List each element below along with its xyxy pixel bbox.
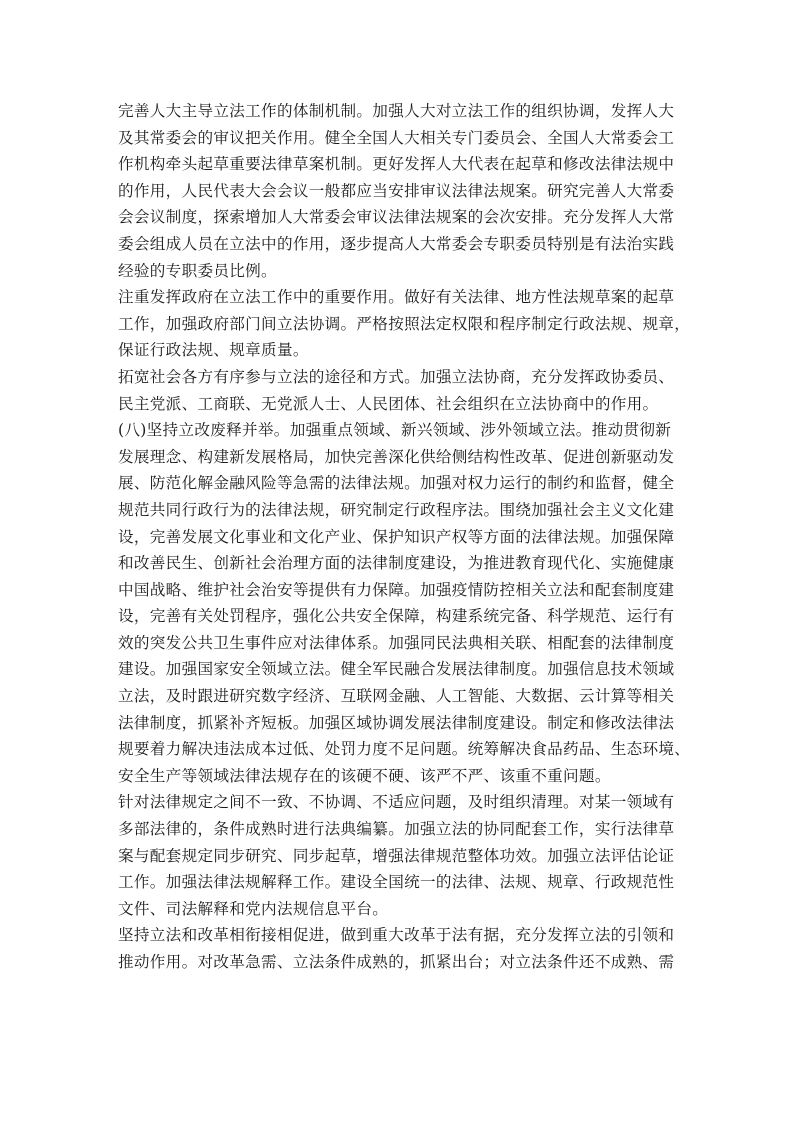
text-line: 设，完善有关处罚程序，强化公共安全保障，构建系统完备、科学规范、运行有 <box>118 607 675 626</box>
text-line: 法律制度，抓紧补齐短板。加强区域协调发展法律制度建设。制定和修改法律法 <box>118 713 675 732</box>
text-line: 案与配套规定同步研究、同步起草，增强法律规范整体功效。加强立法评估论证 <box>118 846 675 865</box>
paragraph <box>118 364 680 417</box>
paragraph <box>118 922 680 975</box>
text-line: 完善人大主导立法工作的体制机制。加强人大对立法工作的组织协调，发挥人大 <box>118 102 675 120</box>
text-line: 针对法律规定之间不一致、不协调、不适应问题，及时组织清理。对某一领域有 <box>118 793 675 812</box>
text-line: 建设。加强国家安全领域立法。健全军民融合发展法律制度。加强信息技术领域 <box>118 660 675 679</box>
text-line: 会会议制度，探索增加人大常委会审议法律法规案的会次安排。充分发挥人大常 <box>118 208 675 227</box>
text-line: 安全生产等领域法律法规存在的该硬不硬、该严不严、该重不重问题。 <box>118 766 611 785</box>
paragraph <box>118 789 680 922</box>
paragraph <box>118 98 680 284</box>
text-line: 效的突发公共卫生事件应对法律体系。加强同民法典相关联、相配套的法律制度 <box>118 633 675 652</box>
text-line: 发展理念、构建新发展格局，加快完善深化供给侧结构性改革、促进创新驱动发 <box>118 447 675 466</box>
paragraph <box>118 417 691 789</box>
text-line: 及其常委会的审议把关作用。健全全国人大相关专门委员会、全国人大常委会工 <box>118 128 675 147</box>
text-line: 推动作用。对改革急需、立法条件成熟的，抓紧出台；对立法条件还不成熟、需 <box>118 953 675 971</box>
text-line: 和改善民生、创新社会治理方面的法律制度建设，为推进教育现代化、实施健康 <box>118 554 675 573</box>
text-line: 工作。加强法律法规解释工作。建设全国统一的法律、法规、规章、行政规范性 <box>118 873 675 892</box>
text-line: 规要着力解决违法成本过低、处罚力度不足问题。统筹解决食品药品、生态环境、 <box>118 740 691 759</box>
text-line: 坚持立法和改革相衔接相促进，做到重大改革于法有据，充分发挥立法的引领和 <box>118 926 675 945</box>
text-line: 作机构牵头起草重要法律草案机制。更好发挥人大代表在起草和修改法律法规中 <box>118 155 675 174</box>
document-page <box>118 98 691 976</box>
text-line: 注重发挥政府在立法工作中的重要作用。做好有关法律、地方性法规草案的起草 <box>118 288 675 307</box>
text-line: (八)坚持立改废释并举。加强重点领域、新兴领域、涉外领域立法。推动贯彻新 <box>118 421 672 440</box>
text-line: 立法，及时跟进研究数字经济、互联网金融、人工智能、大数据、云计算等相关 <box>118 687 675 706</box>
text-line: 文件、司法解释和党内法规信息平台。 <box>118 899 389 918</box>
text-line: 的作用，人民代表大会会议一般都应当安排审议法律法规案。研究完善人大常委 <box>118 181 675 200</box>
text-line: 工作，加强政府部门间立法协调。严格按照法定权限和程序制定行政法规、规章， <box>118 314 691 333</box>
text-line: 经验的专职委员比例。 <box>118 261 277 280</box>
text-line: 委会组成人员在立法中的作用，逐步提高人大常委会专职委员特别是有法治实践 <box>118 234 675 253</box>
text-line: 中国战略、维护社会治安等提供有力保障。加强疫情防控相关立法和配套制度建 <box>118 580 675 599</box>
text-line: 设，完善发展文化事业和文化产业、保护知识产权等方面的法律法规。加强保障 <box>118 527 675 546</box>
text-line: 拓宽社会各方有序参与立法的途径和方式。加强立法协商，充分发挥政协委员、 <box>118 367 675 386</box>
text-line: 保证行政法规、规章质量。 <box>118 341 309 360</box>
text-line: 规范共同行政行为的法律法规，研究制定行政程序法。围绕加强社会主义文化建 <box>118 500 675 519</box>
text-line: 多部法律的，条件成熟时进行法典编纂。加强立法的协同配套工作，实行法律草 <box>118 820 675 839</box>
text-line: 民主党派、工商联、无党派人士、人民团体、社会组织在立法协商中的作用。 <box>118 394 659 413</box>
paragraph <box>118 284 691 364</box>
text-line: 展、防范化解金融风险等急需的法律法规。加强对权力运行的制约和监督，健全 <box>118 474 675 493</box>
